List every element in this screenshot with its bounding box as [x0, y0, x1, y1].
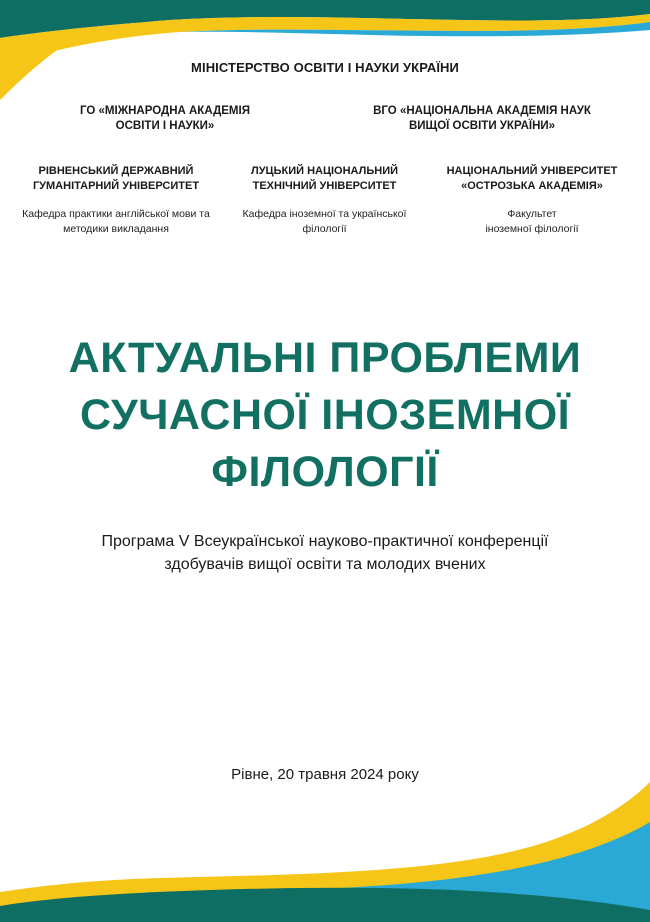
department-line-1: Кафедра практики англійської мови та	[22, 208, 210, 220]
department-line-2: іноземної філології	[485, 223, 579, 235]
title-line-1: АКТУАЛЬНІ ПРОБЛЕМИ	[68, 334, 582, 382]
university-name-line-2: ТЕХНІЧНИЙ УНІВЕРСИТЕТ	[252, 180, 397, 192]
subtitle-line-1: Програма V Всеукраїнської науково-практичної конференції	[101, 533, 549, 550]
ministry-name: МІНІСТЕРСТВО ОСВІТИ І НАУКИ УКРАЇНИ	[191, 60, 459, 75]
place-and-date: Рівне, 20 травня 2024 року	[231, 766, 419, 783]
university-name-line-2: ГУМАНІТАРНИЙ УНІВЕРСИТЕТ	[32, 180, 200, 192]
org-international-academy	[55, 104, 275, 134]
org-right-line-1: ВГО «НАЦІОНАЛЬНА АКАДЕМІЯ НАУК	[373, 105, 591, 117]
university-name-line-1: НАЦІОНАЛЬНИЙ УНІВЕРСИТЕТ	[446, 165, 618, 177]
department-line-1: Кафедра іноземної та української	[242, 208, 407, 220]
org-national-academy	[352, 104, 612, 134]
bottom-wave-decoration	[0, 782, 650, 922]
university-rivne	[0, 164, 232, 237]
university-name-line-1: ЛУЦЬКИЙ НАЦІОНАЛЬНИЙ	[250, 165, 399, 177]
department-line-2: філології	[302, 223, 347, 235]
document-subtitle	[0, 530, 650, 576]
org-left-line-2: ОСВІТИ І НАУКИ»	[115, 120, 215, 132]
department-line-2: методики викладання	[63, 223, 169, 235]
university-lutsk	[222, 164, 427, 237]
subtitle-line-2: здобувачів вищої освіти та молодих вчених	[164, 556, 486, 573]
university-name-line-2: «ОСТРОЗЬКА АКАДЕМІЯ»	[461, 180, 603, 192]
document-title	[0, 330, 650, 501]
title-line-3: ФІЛОЛОГІЇ	[211, 448, 439, 496]
university-name-line-1: РІВНЕНСЬКИЙ ДЕРЖАВНИЙ	[38, 165, 194, 177]
org-left-line-1: ГО «МІЖНАРОДНА АКАДЕМІЯ	[80, 105, 250, 117]
title-line-2: СУЧАСНОЇ ІНОЗЕМНОЇ	[79, 391, 571, 439]
university-ostroh	[432, 164, 632, 237]
department-line-1: Факультет	[507, 208, 557, 220]
org-right-line-2: ВИЩОЇ ОСВІТИ УКРАЇНИ»	[408, 120, 556, 132]
